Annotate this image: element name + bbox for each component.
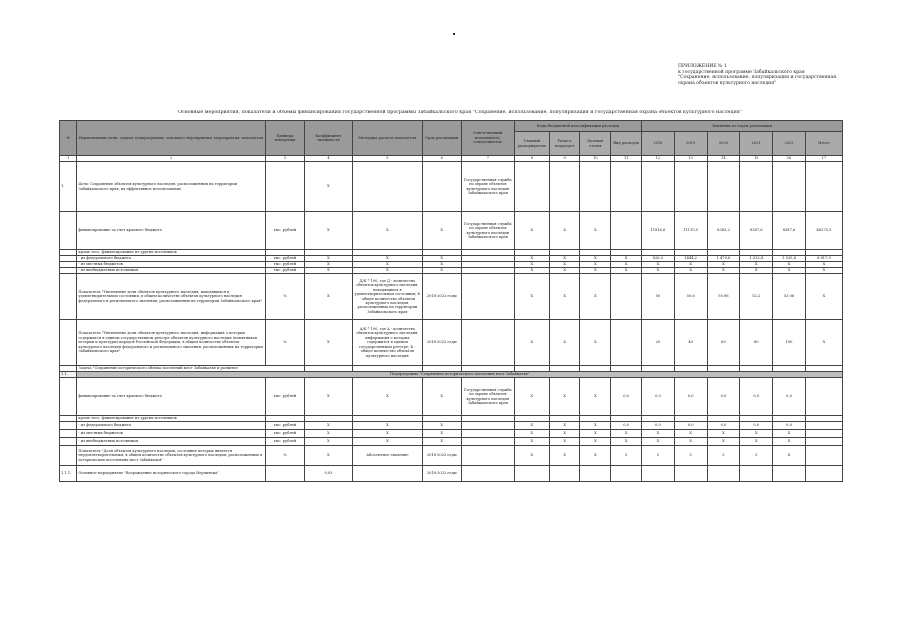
table-cell: [60, 430, 77, 438]
table-cell: 53,06: [773, 274, 806, 320]
table-cell: [805, 466, 842, 482]
table-cell: X: [580, 262, 611, 268]
table-cell: X: [304, 438, 352, 446]
table-cell: X: [422, 422, 461, 430]
table-cell: 5: [611, 446, 642, 466]
table-cell: 0,03: [304, 466, 352, 482]
table-cell: 11816,6: [642, 212, 675, 250]
table-cell: финансирование за счет краевого бюджета: [77, 212, 266, 250]
table-cell: [461, 466, 514, 482]
table-cell: X: [353, 422, 423, 430]
column-index-cell: 17: [805, 156, 842, 162]
header-method: Методика расчета показателя: [353, 121, 423, 156]
table-cell: [514, 162, 549, 212]
table-cell: X: [549, 430, 580, 438]
table-cell: X: [773, 446, 806, 466]
table-cell: %: [265, 320, 304, 366]
table-cell: X: [304, 446, 352, 466]
table-cell: финансирование за счет краевого бюджета: [77, 378, 266, 416]
table-cell: X: [611, 430, 642, 438]
table-cell: [805, 430, 842, 438]
table-cell: [642, 466, 675, 482]
table-cell: X: [580, 256, 611, 262]
table-cell: Государственная служба по охране объектов культурного наследия Забайкальского края: [461, 212, 514, 250]
table-cell: 0,0: [707, 378, 740, 416]
table-cell: 1444,2: [674, 256, 707, 262]
table-cell: [265, 162, 304, 212]
table-row: [60, 378, 843, 416]
header-num: №: [60, 121, 77, 156]
table-cell: 2018-2022 годы: [422, 274, 461, 320]
table-cell: X: [611, 262, 642, 268]
table-cell: X: [514, 268, 549, 274]
table-cell: X: [707, 430, 740, 438]
table-cell: [422, 162, 461, 212]
table-cell: X: [549, 256, 580, 262]
table-cell: X: [304, 430, 352, 438]
table-cell: [611, 466, 642, 482]
table-row: [60, 162, 843, 212]
table-cell: 5: [707, 446, 740, 466]
table-cell: 826,3: [642, 256, 675, 262]
table-cell: Подпрограмма "Сохранение исторического поселения мест Забайкалья": [77, 372, 843, 378]
header-year: 2022: [773, 132, 806, 156]
table-cell: [461, 430, 514, 438]
table-cell: X: [304, 162, 352, 212]
table-cell: Д/К * 100, где Д - количество объектов культурного наследия, находящихся в удовлетворительном состоянии; К - общее количество объектов культурного наследия, расположенных на территории Забайкальского края: [353, 274, 423, 320]
table-cell: X: [642, 438, 675, 446]
table-cell: X: [514, 422, 549, 430]
table-cell: X: [304, 262, 352, 268]
table-cell: X: [740, 430, 773, 438]
table-cell: X: [422, 378, 461, 416]
table-cell: тыс. рублей: [265, 262, 304, 268]
table-cell: X: [304, 320, 352, 366]
table-row: [60, 320, 843, 366]
table-cell: Государственная служба по охране объектов культурного наследия Забайкальского края: [461, 162, 514, 212]
table-cell: X: [549, 262, 580, 268]
column-index-cell: 16: [773, 156, 806, 162]
table-cell: X: [304, 212, 352, 250]
table-row: [60, 430, 843, 438]
table-cell: X: [514, 320, 549, 366]
table-cell: %: [265, 446, 304, 466]
column-index-cell: 5: [353, 156, 423, 162]
table-cell: 0,0: [611, 378, 642, 416]
table-cell: Абсолютное значение: [353, 446, 423, 466]
table-cell: X: [674, 438, 707, 446]
table-cell: Показатель "Увеличение доли объектов культурного наследия, информация о которых содержится в едином государственном реестре объектов культурного наследия (памятников истории и культуры) народов Российской Федерации, в общем количестве объектов культурного наследия федерального и регионального значения, расположенных на территории Забайкальского края": [77, 320, 266, 366]
table-cell: 1.1.1.: [60, 466, 77, 482]
table-cell: 60: [707, 320, 740, 366]
table-cell: кроме того, финансирование из других источников: [77, 250, 266, 256]
header-exec: Ответственный исполнитель, соисполнитель: [461, 121, 514, 156]
table-cell: X: [514, 256, 549, 262]
table-cell: 1 532,4: [740, 256, 773, 262]
table-cell: X: [422, 430, 461, 438]
column-index-cell: 9: [549, 156, 580, 162]
table-cell: X: [805, 320, 842, 366]
table-cell: 0,0: [740, 422, 773, 430]
header-group-finance: Коды бюджетной классификации расходов: [514, 121, 641, 132]
table-cell: X: [514, 274, 549, 320]
table-cell: [707, 162, 740, 212]
table-cell: [611, 274, 642, 320]
table-cell: [611, 162, 642, 212]
table-cell: [60, 320, 77, 366]
column-index-cell: 8: [514, 156, 549, 162]
table-cell: [611, 320, 642, 366]
column-index-cell: 6: [422, 156, 461, 162]
header-group-values: Значения по годам реализации: [642, 121, 843, 132]
table-row: [60, 422, 843, 430]
table-cell: 0,0: [611, 422, 642, 430]
table-cell: %: [265, 274, 304, 320]
table-cell: [60, 378, 77, 416]
header-year: 2018: [642, 132, 675, 156]
table-cell: X: [353, 438, 423, 446]
table-cell: 5: [674, 446, 707, 466]
column-index-cell: 3: [265, 156, 304, 162]
table-row: [60, 274, 843, 320]
table-row: [60, 438, 843, 446]
table-cell: Государственная служба по охране объектов культурного наследия Забайкальского края: [461, 378, 514, 416]
table-cell: [773, 466, 806, 482]
table-cell: X: [353, 256, 423, 262]
table-cell: X: [514, 430, 549, 438]
table-cell: тыс. рублей: [265, 422, 304, 430]
table-cell: X: [707, 438, 740, 446]
table-cell: X: [674, 268, 707, 274]
table-cell: 1 535,4: [773, 256, 806, 262]
table-cell: 8383,2: [707, 212, 740, 250]
table-cell: 0,0: [642, 422, 675, 430]
table-cell: X: [580, 212, 611, 250]
table-cell: X: [304, 422, 352, 430]
header-year: 2021: [740, 132, 773, 156]
table-cell: тыс. рублей: [265, 438, 304, 446]
table-cell: 8387,6: [740, 212, 773, 250]
table-cell: X: [805, 268, 842, 274]
table-cell: 6 817,9: [805, 256, 842, 262]
table-cell: 0,0: [740, 378, 773, 416]
table-cell: 5: [740, 446, 773, 466]
table-cell: [580, 162, 611, 212]
column-index-cell: 15: [740, 156, 773, 162]
header-total: Итого: [805, 132, 842, 156]
table-cell: 50: [642, 274, 675, 320]
column-index-cell: 7: [461, 156, 514, 162]
table-cell: [707, 466, 740, 482]
table-cell: [353, 466, 423, 482]
table-cell: 0,0: [707, 422, 740, 430]
header-name: Наименование цели, задачи, подпрограммы, основного мероприятия, мероприятия, показателя: [77, 121, 266, 156]
table-cell: X: [740, 438, 773, 446]
table-cell: X: [549, 438, 580, 446]
table-cell: X: [514, 438, 549, 446]
table-cell: X: [422, 262, 461, 268]
table-cell: [60, 212, 77, 250]
table-cell: [353, 162, 423, 212]
table-cell: [461, 320, 514, 366]
table-cell: X: [580, 268, 611, 274]
table-cell: тыс. рублей: [265, 268, 304, 274]
header-year: 2019: [674, 132, 707, 156]
table-cell: 1.1.: [60, 372, 77, 378]
table-cell: X: [642, 268, 675, 274]
table-cell: X: [740, 268, 773, 274]
header-coef: Коэффициент значимости: [304, 121, 352, 156]
column-index-cell: 2: [77, 156, 266, 162]
table-cell: X: [514, 446, 549, 466]
table-cell: [514, 466, 549, 482]
header-term: Срок реализации: [422, 121, 461, 156]
table-cell: 80: [740, 320, 773, 366]
table-cell: X: [674, 262, 707, 268]
table-cell: X: [549, 320, 580, 366]
table-cell: X: [304, 256, 352, 262]
table-cell: [805, 422, 842, 430]
table-cell: [642, 162, 675, 212]
table-cell: [461, 422, 514, 430]
table-cell: Показатель "Доля объектов культурного наследия, состояние которых является неудовлетворительным, в общем количестве объектов культурного наследия, расположенных в исторических поселениях мест Забайкалья": [77, 446, 266, 466]
table-cell: X: [642, 430, 675, 438]
table-cell: 48275,5: [805, 212, 842, 250]
table-cell: 1.: [60, 162, 77, 212]
table-cell: X: [773, 268, 806, 274]
table-row: [60, 212, 843, 250]
table-cell: X: [549, 422, 580, 430]
header-csr: Целевая статья: [580, 132, 611, 156]
column-index-cell: 12: [642, 156, 675, 162]
table-cell: [461, 446, 514, 466]
scan-speck: [453, 33, 455, 35]
table-cell: X: [514, 262, 549, 268]
table-cell: X: [740, 262, 773, 268]
table-cell: X: [304, 274, 352, 320]
table-cell: тыс. рублей: [265, 212, 304, 250]
table-cell: - из внебюджетных источников: [77, 438, 266, 446]
table-cell: X: [611, 256, 642, 262]
appendix-text: к государственной программе Забайкальского края "Сохранение, использование, популяризация и государственная охрана объектов культурного наследия": [678, 69, 837, 86]
program-table: [59, 120, 843, 482]
table-cell: 40: [674, 320, 707, 366]
table-cell: [805, 446, 842, 466]
table-cell: 8387,6: [773, 212, 806, 250]
table-cell: [461, 438, 514, 446]
table-cell: 100: [773, 320, 806, 366]
table-cell: X: [580, 430, 611, 438]
table-cell: [60, 438, 77, 446]
table-cell: 50,96: [707, 274, 740, 320]
table-cell: X: [422, 268, 461, 274]
table-cell: X: [674, 430, 707, 438]
header-section: Раздел, подраздел: [549, 132, 580, 156]
table-cell: X: [422, 438, 461, 446]
table-cell: Показатель "Увеличение доли объектов культурного наследия, находящихся в удовлетворительном состоянии, в общем количестве объектов культурного наследия федерального и регионального значения, расположенных на территории Забайкальского края": [77, 274, 266, 320]
table-cell: [265, 466, 304, 482]
table-cell: 0,0: [674, 422, 707, 430]
table-cell: X: [514, 378, 549, 416]
table-cell: - из федерального бюджета: [77, 256, 266, 262]
table-cell: 50,6: [674, 274, 707, 320]
table-cell: [549, 466, 580, 482]
table-cell: X: [353, 430, 423, 438]
table-cell: X: [773, 430, 806, 438]
table-cell: X: [580, 422, 611, 430]
table-cell: X: [611, 268, 642, 274]
table-cell: - из федерального бюджета: [77, 422, 266, 430]
table-cell: кроме того, финансирование из других источников: [77, 416, 266, 422]
table-cell: [611, 212, 642, 250]
table-cell: X: [304, 378, 352, 416]
table-cell: X: [580, 320, 611, 366]
header-grbs: Главный распорядитель: [514, 132, 549, 156]
column-index-cell: 13: [674, 156, 707, 162]
table-cell: 11110,5: [674, 212, 707, 250]
column-index-cell: 4: [304, 156, 352, 162]
column-index-cell: 10: [580, 156, 611, 162]
table-cell: X: [773, 438, 806, 446]
appendix-header: [678, 64, 838, 86]
appendix-label: ПРИЛОЖЕНИЕ № 1: [678, 64, 727, 69]
table-cell: X: [805, 274, 842, 320]
table-cell: 2018-2022 годы: [422, 446, 461, 466]
table-cell: X: [353, 262, 423, 268]
table-cell: X: [514, 212, 549, 250]
table-cell: X: [353, 212, 423, 250]
table-cell: Задача "Сохранение исторического облика поселений мест Забайкалья и развитие: [77, 366, 304, 372]
table-cell: X: [580, 438, 611, 446]
table-cell: X: [304, 268, 352, 274]
table-cell: 0,0: [773, 422, 806, 430]
table-row: [60, 466, 843, 482]
table-cell: тыс. рублей: [265, 430, 304, 438]
table-cell: тыс. рублей: [265, 378, 304, 416]
table-cell: 2018-2022 годы: [422, 320, 461, 366]
column-index-cell: 14: [707, 156, 740, 162]
table-cell: [461, 274, 514, 320]
table-cell: X: [773, 262, 806, 268]
table-cell: X: [580, 274, 611, 320]
table-cell: Основное мероприятие "Возрождение исторического города Нерчинска": [77, 466, 266, 482]
table-cell: X: [580, 446, 611, 466]
table-cell: X: [805, 262, 842, 268]
table-cell: - из местных бюджетов: [77, 262, 266, 268]
table-cell: [60, 446, 77, 466]
table-cell: X: [707, 262, 740, 268]
table-cell: 5: [642, 446, 675, 466]
table-cell: X: [549, 446, 580, 466]
table-cell: X: [642, 262, 675, 268]
table-cell: 0,0: [674, 378, 707, 416]
table-cell: [740, 466, 773, 482]
header-vr: Вид расходов: [611, 132, 642, 156]
table-cell: X: [549, 268, 580, 274]
table-cell: [805, 162, 842, 212]
table-cell: X: [580, 378, 611, 416]
header-row-1: [60, 121, 843, 132]
table-cell: [674, 162, 707, 212]
table-cell: X: [707, 268, 740, 274]
column-index-cell: 1: [60, 156, 77, 162]
table-row: [60, 446, 843, 466]
table-cell: X: [422, 256, 461, 262]
table-cell: X: [549, 212, 580, 250]
header-year: 2020: [707, 132, 740, 156]
table-cell: [805, 438, 842, 446]
table-cell: 52,2: [740, 274, 773, 320]
table-cell: - из местных бюджетов: [77, 430, 266, 438]
table-cell: 2018-2022 годы: [422, 466, 461, 482]
table-cell: А/К * 100, где А - количество объектов культурного наследия, информация о которых содержится в едином государственном реестре; К - общее количество объектов культурного наследия: [353, 320, 423, 366]
table-cell: тыс. рублей: [265, 256, 304, 262]
header-unit: Единица измерения: [265, 121, 304, 156]
document-title: Основные мероприятия, показатели и объемы финансирования государственной программы Забайкальского края "Сохранение, использование, популяризация и государственная охрана объектов культурного наследия": [177, 110, 743, 115]
table-cell: [674, 466, 707, 482]
table-cell: [580, 466, 611, 482]
table-cell: X: [353, 378, 423, 416]
table-cell: Цель: Сохранение объектов культурного наследия, расположенных на территории Забайкальского края, их эффективное использование: [77, 162, 266, 212]
table-cell: X: [549, 274, 580, 320]
table-cell: X: [549, 378, 580, 416]
table-cell: [60, 274, 77, 320]
table-cell: X: [353, 268, 423, 274]
table-cell: [805, 378, 842, 416]
table-cell: - из внебюджетных источников: [77, 268, 266, 274]
table-cell: X: [611, 438, 642, 446]
table-cell: [740, 162, 773, 212]
table-cell: 0,0: [642, 378, 675, 416]
column-index-cell: 11: [611, 156, 642, 162]
table-cell: [773, 162, 806, 212]
table-cell: 1 479,6: [707, 256, 740, 262]
table-cell: 0,0: [773, 378, 806, 416]
table-cell: X: [422, 212, 461, 250]
table-cell: [549, 162, 580, 212]
table-cell: 20: [642, 320, 675, 366]
table-cell: [60, 422, 77, 430]
